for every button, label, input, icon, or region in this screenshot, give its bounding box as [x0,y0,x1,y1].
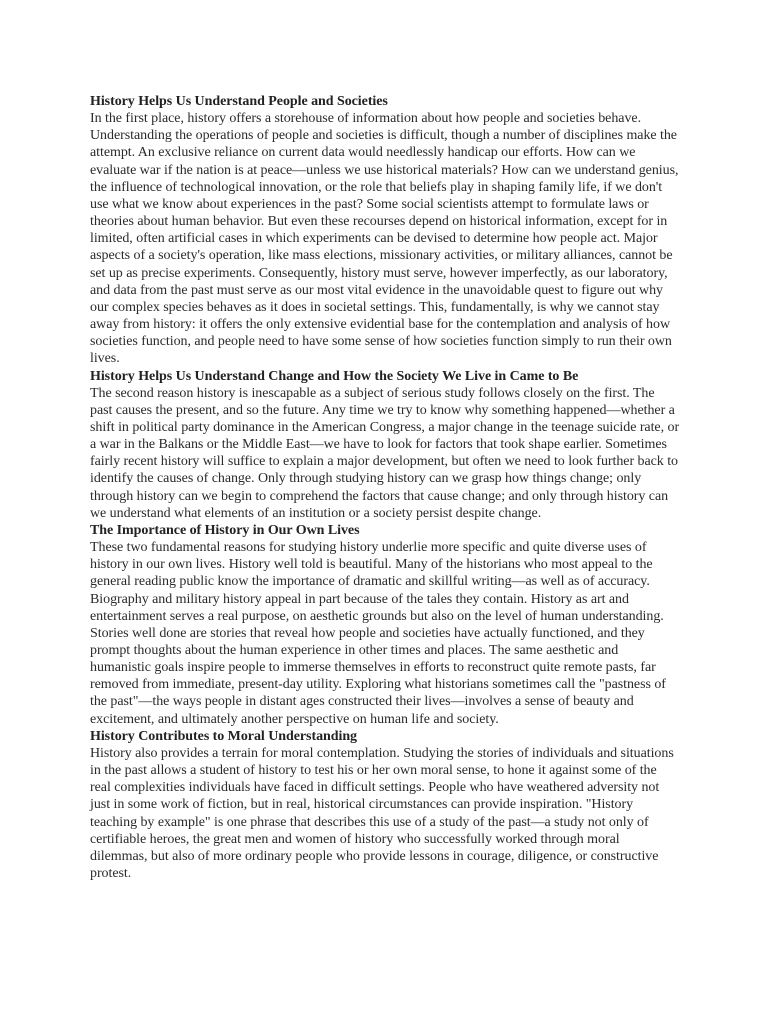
section-heading: History Helps Us Understand Change and How the Society We Live in Came to Be [90,368,579,384]
section-history-in-our-lives [90,522,680,728]
section-heading: History Contributes to Moral Understanding [90,728,358,744]
section-paragraph: These two fundamental reasons for studying history underlie more specific and quite diverse uses of history in our own lives. History well told is beautiful. Many of the historians who most appeal to the general reading public know the importance of dramatic and skillful writing—as well as of accuracy. Biography and military history appeal in part because of the tales they contain. History as art and entertainment serves a real purpose, on aesthetic grounds but also on the level of human understanding. Stories well done are stories that reveal how people and societies have actually functioned, and they prompt thoughts about the human experience in other times and places. The same aesthetic and humanistic goals inspire people to immerse themselves in efforts to reconstruct quite remote pasts, far removed from immediate, present-day utility. Exploring what historians sometimes call the "pastness of the past"—the ways people in distant ages constructed their lives—involves a sense of beauty and excitement, and ultimately another perspective on human life and society. [90,540,666,727]
section-moral-understanding [90,728,680,882]
section-heading: History Helps Us Understand People and Societies [90,94,388,109]
section-paragraph: The second reason history is inescapable as a subject of serious study follows closely on the first. The past causes the present, and so the future. Any time we try to know why something happened—whether a shift in political party dominance in the American Congress, a major change in the teenage suicide rate, or a war in the Balkans or the Middle East—we have to look for factors that took shape earlier. Sometimes fairly recent history will suffice to explain a major development, but often we need to look further back to identify the causes of change. Only through studying history can we grasp how things change; only through history can we begin to comprehend the factors that cause change; and only through history can we understand what elements of an institution or a society persist despite change. [90,385,680,521]
section-heading: The Importance of History in Our Own Lives [90,522,360,538]
document-page [90,93,680,882]
section-paragraph: In the first place, history offers a storehouse of information about how people and societies behave. Understanding the operations of people and societies is difficult, though a number of disciplines make the attempt. An exclusive reliance on current data would needlessly handicap our efforts. How can we evaluate war if the nation is at peace—unless we use historical materials? How can we understand genius, the influence of technological innovation, or the role that beliefs play in shaping family life, if we don't use what we know about experiences in the past? Some social scientists attempt to formulate laws or theories about human behavior. But even these recourses depend on historical information, except for in limited, often artificial cases in which experiments can be devised to determine how people act. Major aspects of a society's operation, like mass elections, missionary activities, or military alliances, cannot be set up as precise experiments. Consequently, history must serve, however imperfectly, as our laboratory, and data from the past must serve as our most vital evidence in the unavoidable quest to figure out why our complex species behaves as it does in societal settings. This, fundamentally, is why we cannot stay away from history: it offers the only extensive evidential base for the contemplation and analysis of how societies function, and people need to have some sense of how societies function simply to run their own lives. [90,111,679,367]
section-paragraph: History also provides a terrain for moral contemplation. Studying the stories of individuals and situations in the past allows a student of history to test his or her own moral sense, to hone it against some of the real complexities individuals have faced in difficult settings. People who have weathered adversity not just in some work of fiction, but in real, historical circumstances can provide inspiration. "History teaching by example" is one phrase that describes this use of a study of the past—a study not only of certifiable heroes, the great men and women of history who successfully worked through moral dilemmas, but also of more ordinary people who provide lessons in courage, diligence, or constructive protest. [90,745,674,882]
section-change-and-society [90,368,680,522]
section-people-and-societies [90,93,680,368]
